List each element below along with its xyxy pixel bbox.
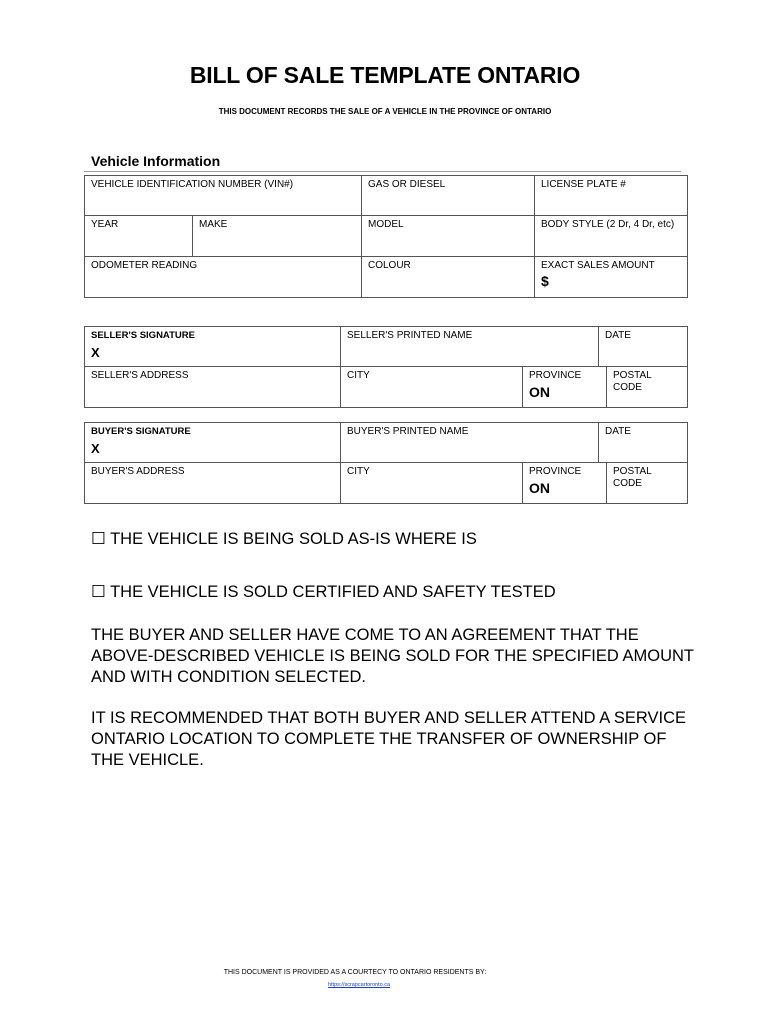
vin-label: VEHICLE IDENTIFICATION NUMBER (VIN#) [91,179,294,190]
buyer-city-label: CITY [347,466,370,477]
buyer-signature-x: X [91,441,100,456]
buyer-address-field[interactable] [85,463,341,504]
seller-postal-label: POSTAL CODE [613,370,652,393]
seller-province-field[interactable] [523,367,607,408]
sales-amount-label: EXACT SALES AMOUNT [541,260,655,271]
seller-signature-label: SELLER'S SIGNATURE [91,330,195,341]
recommendation-paragraph: IT IS RECOMMENDED THAT BOTH BUYER AND SELLER ATTEND A SERVICE ONTARIO LOCATION TO COMPLETE THE TRANSFER OF OWNERSHIP OF THE VEHICLE. [91,709,687,769]
document-subtitle: THIS DOCUMENT RECORDS THE SALE OF A VEHICLE IN THE PROVINCE OF ONTARIO [218,107,552,116]
buyer-city-field[interactable] [341,463,523,504]
seller-city-field[interactable] [341,367,523,408]
seller-date-label: DATE [605,330,631,341]
model-field[interactable] [362,216,535,257]
buyer-date-field[interactable] [599,423,688,463]
currency-symbol: $ [541,273,549,289]
buyer-postal-label: POSTAL CODE [613,466,652,489]
seller-signature-x: X [91,345,100,360]
gas-diesel-field[interactable] [362,176,535,216]
seller-signature-field[interactable] [85,327,341,367]
as-is-checkbox-option[interactable]: ☐ THE VEHICLE IS BEING SOLD AS-IS WHERE IS [91,530,477,548]
certified-checkbox-option[interactable]: ☐ THE VEHICLE IS SOLD CERTIFIED AND SAFETY TESTED [91,583,556,601]
seller-postal-field[interactable] [607,367,688,408]
odometer-label: ODOMETER READING [91,260,198,271]
seller-address-label: SELLER'S ADDRESS [91,370,189,381]
vehicle-section-heading: Vehicle Information [91,153,221,169]
make-label: MAKE [199,219,228,230]
buyer-province-value: ON [529,480,550,496]
vin-field[interactable] [85,176,362,216]
sales-amount-field[interactable] [535,257,688,298]
buyer-date-label: DATE [605,426,631,437]
buyer-table [84,422,688,504]
colour-field[interactable] [362,257,535,298]
body-style-field[interactable] [535,216,688,257]
license-plate-field[interactable] [535,176,688,216]
buyer-province-field[interactable] [523,463,607,504]
buyer-signature-label: BUYER'S SIGNATURE [91,426,191,437]
seller-printed-name-field[interactable] [341,327,599,367]
seller-date-field[interactable] [599,327,688,367]
gas-diesel-label: GAS OR DIESEL [368,179,446,190]
seller-address-field[interactable] [85,367,341,408]
buyer-postal-field[interactable] [607,463,688,504]
make-field[interactable] [193,216,362,257]
colour-label: COLOUR [368,260,411,271]
seller-printed-name-label: SELLER'S PRINTED NAME [347,330,473,341]
section-divider [84,171,681,172]
body-style-label: BODY STYLE (2 Dr, 4 Dr, etc) [541,219,675,230]
year-field[interactable] [85,216,193,257]
seller-province-label: PROVINCE [529,370,582,381]
seller-city-label: CITY [347,370,370,381]
model-label: MODEL [368,219,404,230]
license-plate-label: LICENSE PLATE # [541,179,626,190]
buyer-address-label: BUYER'S ADDRESS [91,466,185,477]
odometer-field[interactable] [85,257,362,298]
buyer-signature-field[interactable] [85,423,341,463]
vehicle-info-table [84,175,688,298]
footer-text: THIS DOCUMENT IS PROVIDED AS A COURTECY TO ONTARIO RESIDENTS BY: [223,969,487,976]
buyer-province-label: PROVINCE [529,466,582,477]
agreement-paragraph: THE BUYER AND SELLER HAVE COME TO AN AGREEMENT THAT THE ABOVE-DESCRIBED VEHICLE IS BEING SOLD FOR THE SPECIFIED AMOUNT AND WITH CONDITION SELECTED. [91,626,694,686]
seller-table [84,326,688,408]
footer-link[interactable]: https://scrapcartoronto.ca [327,982,391,988]
document-title: BILL OF SALE TEMPLATE ONTARIO [189,62,581,88]
buyer-printed-name-label: BUYER'S PRINTED NAME [347,426,469,437]
seller-province-value: ON [529,384,550,400]
buyer-printed-name-field[interactable] [341,423,599,463]
year-label: YEAR [91,219,119,230]
